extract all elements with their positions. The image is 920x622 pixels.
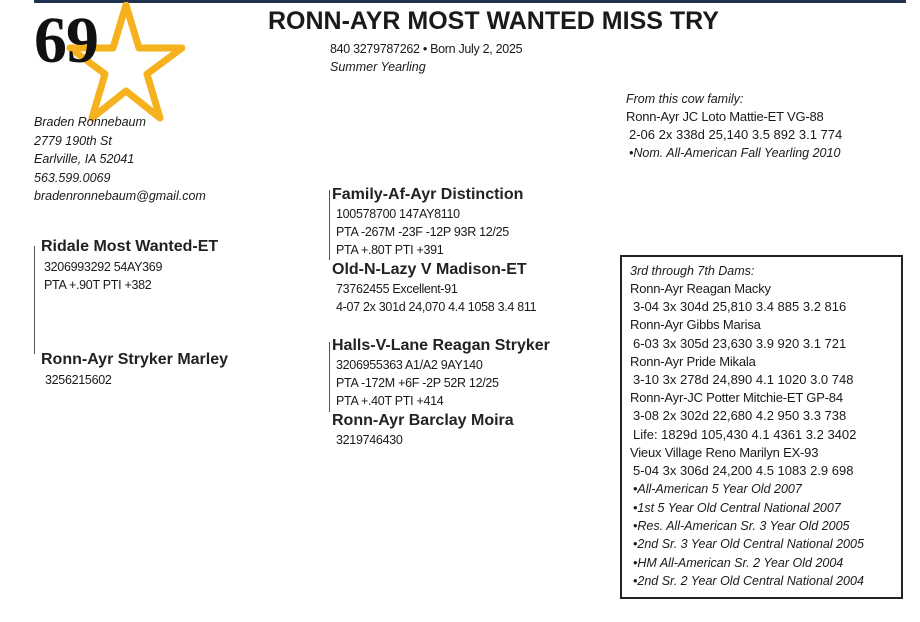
- dam-reg: 3256215602: [45, 373, 112, 387]
- dam5-name: Ronn-Ayr Pride Mikala: [630, 353, 756, 369]
- sire-pta: PTA +.90T PTI +382: [44, 278, 152, 292]
- dam6-lifetime: Life: 1829d 105,430 4.1 4361 3.2 3402: [633, 426, 857, 442]
- sire-dam-reg: 73762455 Excellent-91: [336, 282, 458, 296]
- pedigree-bracket-left: [34, 246, 35, 354]
- dam7-honor: •Res. All-American Sr. 3 Year Old 2005: [633, 519, 850, 534]
- dam5-record: 3-10 3x 278d 24,890 4.1 1020 3.0 748: [633, 372, 854, 388]
- dam4-record: 6-03 3x 305d 23,630 3.9 920 3.1 721: [633, 335, 847, 351]
- owner-street: 2779 190th St: [34, 133, 112, 148]
- sire-sire-block: [332, 186, 523, 259]
- dam4-name: Ronn-Ayr Gibbs Marisa: [630, 317, 761, 333]
- sire-dam-record: 4-07 2x 301d 24,070 4.4 1058 3.4 811: [336, 300, 537, 314]
- owner-phone[interactable]: 563.599.0069: [34, 170, 111, 185]
- dam3-name: Ronn-Ayr Reagan Macky: [630, 281, 771, 296]
- dam-dam-reg: 3219746430: [336, 433, 403, 447]
- sire-block: [41, 238, 218, 294]
- cow-family-label: From this cow family:: [626, 92, 744, 106]
- dam-sire-reg: 3206955363 A1/A2 9AY140: [336, 358, 483, 372]
- owner-name: Braden Ronnebaum: [34, 115, 146, 129]
- dam-dam-name: Ronn-Ayr Barclay Moira: [332, 412, 514, 429]
- dam-sire-block: [332, 337, 550, 410]
- cow-family-name: Ronn-Ayr JC Loto Mattie-ET VG-88: [626, 109, 824, 124]
- dam3-record: 3-04 3x 304d 25,810 3.4 885 3.2 816: [633, 299, 847, 315]
- sire-dam-name: Old-N-Lazy V Madison-ET: [332, 261, 527, 278]
- pedigree-bracket-sire: [329, 190, 330, 260]
- cow-family-record: 2-06 2x 338d 25,140 3.5 892 3.1 774: [629, 127, 843, 142]
- dam7-honor: •HM All-American Sr. 2 Year Old 2004: [633, 555, 844, 570]
- dam7-honor: •2nd Sr. 3 Year Old Central National 2005: [633, 537, 864, 552]
- owner-city: Earlville, IA 52041: [34, 152, 135, 167]
- dam7-honor: •All-American 5 Year Old 2007: [633, 482, 802, 497]
- owner-contact: [34, 113, 206, 206]
- page-title: RONN-AYR MOST WANTED MISS TRY: [268, 7, 719, 35]
- dam7-record: 5-04 3x 306d 24,200 4.5 1083 2.9 698: [633, 463, 854, 479]
- dam-sire-name: Halls-V-Lane Reagan Stryker: [332, 337, 550, 354]
- sire-sire-name: Family-Af-Ayr Distinction: [332, 186, 524, 203]
- age-class: Summer Yearling: [330, 60, 426, 74]
- sire-sire-reg: 100578700 147AY8110: [336, 207, 460, 221]
- lot-number: 69: [34, 4, 98, 77]
- dam6-record: 3-08 2x 302d 22,680 4.2 950 3.3 738: [633, 408, 847, 424]
- registration-birth-date: 840 3279787262 • Born July 2, 2025: [330, 42, 523, 56]
- dam7-name: Vieux Village Reno Marilyn EX-93: [630, 444, 819, 460]
- dam7-honor: •1st 5 Year Old Central National 2007: [633, 500, 841, 515]
- owner-email[interactable]: bradenronnebaum@gmail.com: [34, 189, 206, 204]
- dams-box-label: 3rd through 7th Dams:: [630, 264, 755, 278]
- sire-sire-pta: PTA -267M -23F -12P 93R 12/25: [336, 225, 509, 239]
- dams-box: [620, 255, 903, 599]
- dam7-honor: •2nd Sr. 2 Year Old Central National 2004: [633, 574, 864, 589]
- sire-sire-pti: PTA +.80T PTI +391: [336, 243, 444, 257]
- pedigree-bracket-dam: [329, 342, 330, 412]
- dam-sire-pta: PTA -172M +6F -2P 52R 12/25: [336, 376, 499, 390]
- dam6-name: Ronn-Ayr-JC Potter Mitchie-ET GP-84: [630, 390, 843, 406]
- sire-name: Ridale Most Wanted-ET: [41, 238, 219, 255]
- dam-sire-pti: PTA +.40T PTI +414: [336, 394, 444, 408]
- cow-family: [626, 90, 842, 162]
- dam-name: Ronn-Ayr Stryker Marley: [41, 351, 229, 368]
- sire-reg: 3206993292 54AY369: [44, 260, 163, 274]
- dam-dam-block: [332, 412, 514, 449]
- sire-dam-block: [332, 261, 536, 316]
- dam-block: [41, 351, 228, 389]
- cow-family-honor: •Nom. All-American Fall Yearling 2010: [629, 146, 841, 160]
